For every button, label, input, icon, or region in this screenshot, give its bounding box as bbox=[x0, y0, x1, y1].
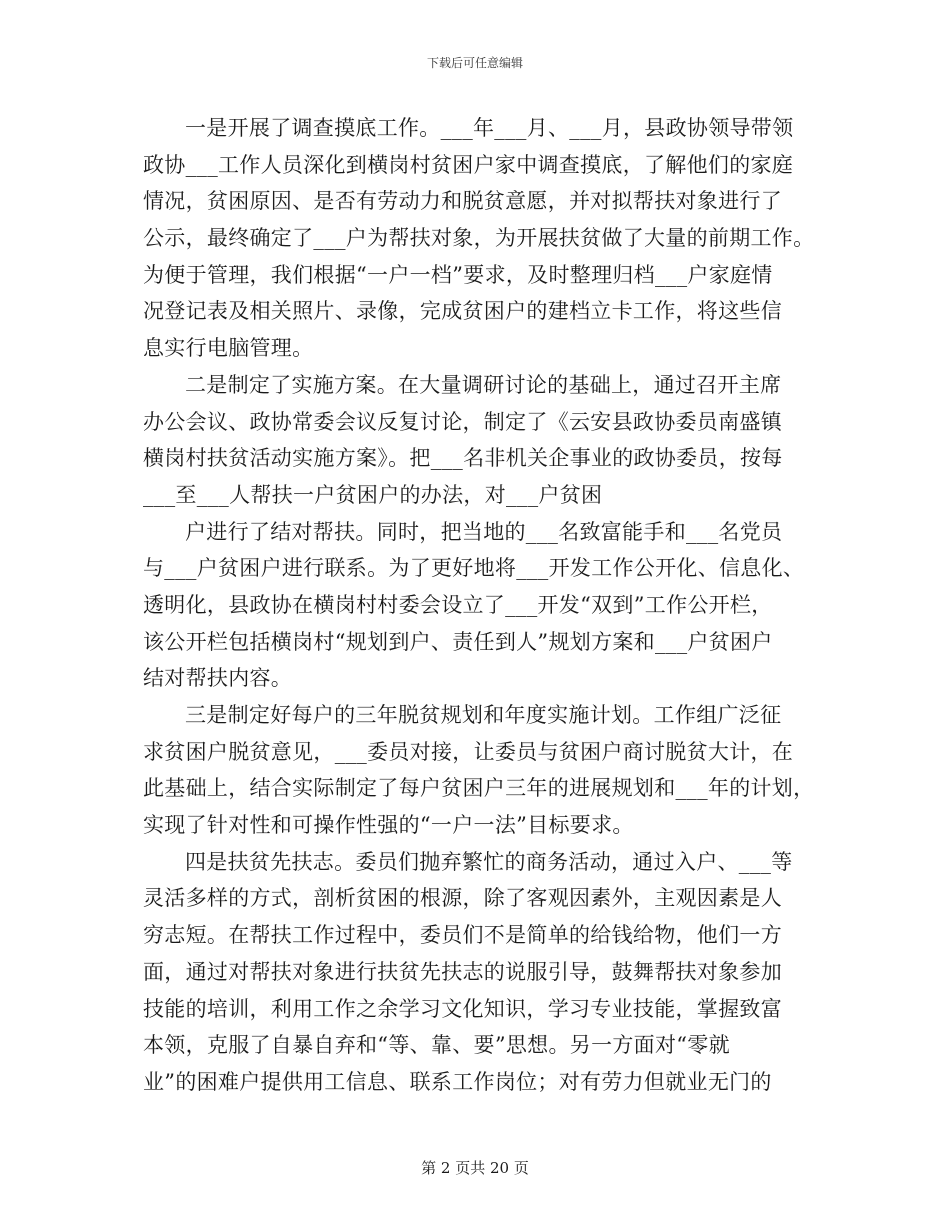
page-header: 下载后可任意编辑 bbox=[426, 56, 523, 70]
text-line: 透明化，县政协在横岗村村委会设立了___开发“双到”工作公开栏， bbox=[143, 592, 773, 617]
text-line: 实现了针对性和可操作性强的“一户一法”目标要求。 bbox=[143, 813, 634, 838]
text-line: 四是扶贫先扶志。委员们抛弃繁忙的商务活动，通过入户、___等 bbox=[185, 849, 793, 874]
text-line: 穷志短。在帮扶工作过程中，委员们不是简单的给钱给物，他们一方 bbox=[143, 923, 782, 948]
text-line: 情况，贫困原因、是否有劳动力和脱贫意愿，并对拟帮扶对象进行了 bbox=[143, 189, 782, 214]
text-line: 技能的培训，利用工作之余学习文化知识，学习专业技能，掌握致富 bbox=[143, 996, 782, 1021]
text-line: 结对帮扶内容。 bbox=[143, 666, 293, 691]
text-line: 一是开展了调查摸底工作。___年___月、___月，县政协领导带领 bbox=[185, 116, 794, 140]
text-line: 为便于管理，我们根据“一户一档”要求，及时整理归档___户家庭情 bbox=[143, 262, 773, 287]
text-line: 面，通过对帮扶对象进行扶贫先扶志的说服引导，鼓舞帮扶对象参加 bbox=[143, 959, 782, 984]
text-line: 二是制定了实施方案。在大量调研讨论的基础上，通过召开主席 bbox=[185, 372, 782, 397]
page-footer: 第 2 页共 20 页 bbox=[421, 1159, 529, 1177]
text-line: 求贫困户脱贫意见，___委员对接，让委员与贫困户商讨脱贫大计，在 bbox=[143, 739, 794, 764]
text-line: 办公会议、政协常委会议反复讨论，制定了《云安县政协委员南盛镇 bbox=[143, 409, 782, 434]
text-line: 此基础上，结合实际制定了每户贫困户三年的进展规划和___年的计划， bbox=[143, 776, 815, 801]
text-line: ___至___人帮扶一户贫困户的办法，对___户贫困 bbox=[143, 482, 603, 507]
text-line: 息实行电脑管理。 bbox=[143, 336, 314, 361]
text-line: 横岗村扶贫活动实施方案》。把___名非机关企事业的政协委员，按每 bbox=[143, 446, 783, 471]
text-line: 业”的困难户提供用工信息、联系工作岗位；对有劳力但就业无门的 bbox=[143, 1069, 772, 1094]
document-body bbox=[143, 110, 823, 1101]
text-line: 公示，最终确定了___户为帮扶对象，为开展扶贫做了大量的前期工作。 bbox=[143, 226, 815, 251]
text-line: 与___户贫困户进行联系。为了更好地将___开发工作公开化、信息化、 bbox=[143, 556, 805, 581]
text-line: 本领，克服了自暴自弃和“等、靠、要”思想。另一方面对“零就 bbox=[143, 1033, 730, 1058]
text-line: 政协___工作人员深化到横岗村贫困户家中调查摸底，了解他们的家庭 bbox=[143, 152, 794, 177]
text-line: 该公开栏包括横岗村“规划到户、责任到人”规划方案和___户贫困户 bbox=[143, 629, 773, 654]
text-line: 三是制定好每户的三年脱贫规划和年度实施计划。工作组广泛征 bbox=[185, 703, 782, 727]
text-line: 灵活多样的方式，剖析贫困的根源，除了客观因素外，主观因素是人 bbox=[143, 886, 782, 911]
text-line: 户进行了结对帮扶。同时，把当地的___名致富能手和___名党员 bbox=[185, 519, 783, 544]
text-line: 况登记表及相关照片、录像，完成贫困户的建档立卡工作，将这些信 bbox=[143, 299, 782, 324]
